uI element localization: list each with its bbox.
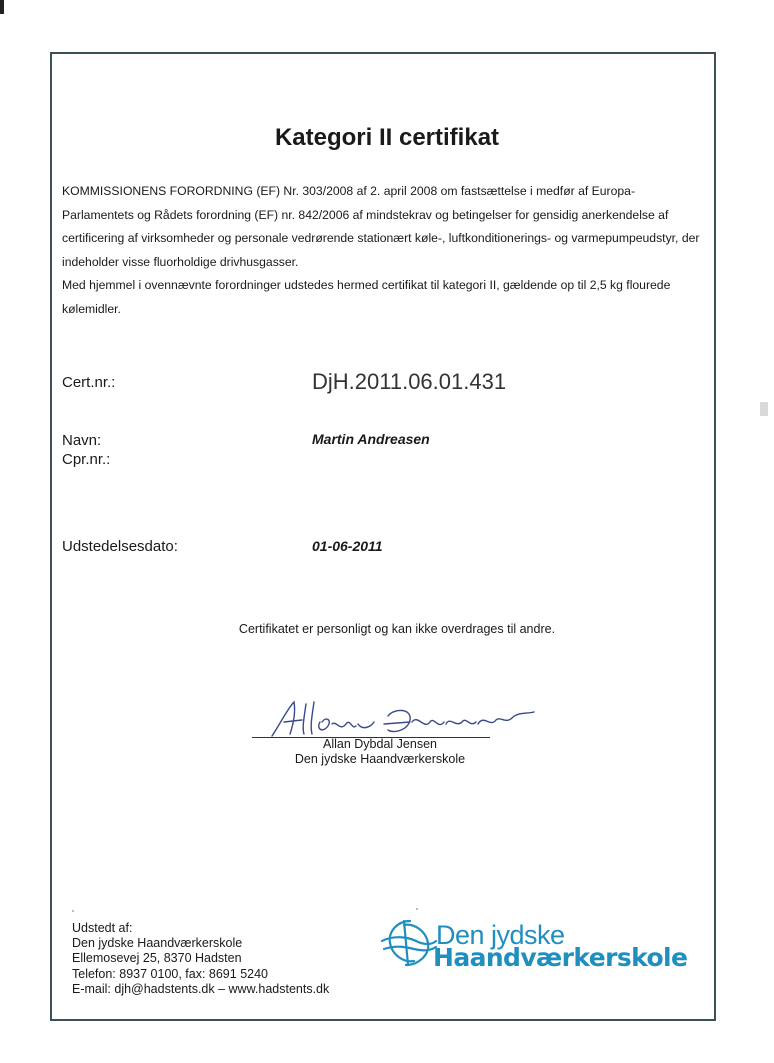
issuer-block: [72, 921, 329, 997]
scan-speck: [72, 910, 74, 912]
issuer-contact: E-mail: djh@hadstents.dk – www.hadstents.dk: [72, 981, 330, 996]
name-value: Martin Andreasen: [312, 431, 430, 447]
intro-paragraph-regulation: KOMMISSIONENS FORORDNING (EF) Nr. 303/2008 af 2. april 2008 om fastsættelse i medfør af Europa-Parlamentets og Rådets forordning (EF) nr. 842/2006 af mindstekrav og betingelser for gensidig anerkendelse af certificering af virksomheder og personale vedrørende stationært køle-, luftkonditionerings- og varmepumpeudstyr, der indeholder visse fluorholdige drivhusgasser.: [62, 184, 700, 269]
issuer-heading: Udstedt af:: [72, 921, 133, 935]
issue-date-value: 01-06-2011: [312, 538, 383, 554]
logo-text-line1: Den jydske: [436, 920, 565, 950]
signer-organization: Den jydske Haandværkerskole: [294, 752, 466, 766]
issuer-address: Ellemosevej 25, 8370 Hadsten: [72, 951, 242, 966]
school-logo-icon: [380, 917, 438, 969]
cpr-label: Cpr.nr.:: [62, 451, 111, 468]
issue-date-label: Udstedelsesdato:: [62, 538, 178, 555]
logo-text-line2: Haandværkerskole: [433, 943, 688, 972]
issuer-phone: Telefon: 8937 0100, fax: 8691 5240: [72, 966, 268, 981]
signer-block: [285, 737, 475, 767]
name-label: Navn:: [62, 432, 102, 449]
certificate-title: Kategori II certifikat: [274, 124, 500, 151]
intro-paragraph-authority: Med hjemmel i ovennævnte forordninger udstedes hermed certifikat til kategori II, gældende op til 2,5 kg flourede kølemidler.: [62, 278, 671, 316]
issuer-organization: Den jydske Haandværkerskole: [72, 936, 243, 951]
scan-edge-mark: [0, 0, 4, 14]
scan-speck: [760, 402, 768, 416]
signer-name: Allan Dybdal Jensen: [323, 737, 437, 751]
cert-number-label: Cert.nr.:: [62, 374, 116, 391]
scan-speck: [416, 908, 418, 910]
personal-certificate-note: Certifikatet er personligt og kan ikke overdrages til andre.: [238, 622, 556, 636]
intro-text: [62, 180, 702, 321]
cert-number-value: DjH.2011.06.01.431: [312, 369, 507, 394]
